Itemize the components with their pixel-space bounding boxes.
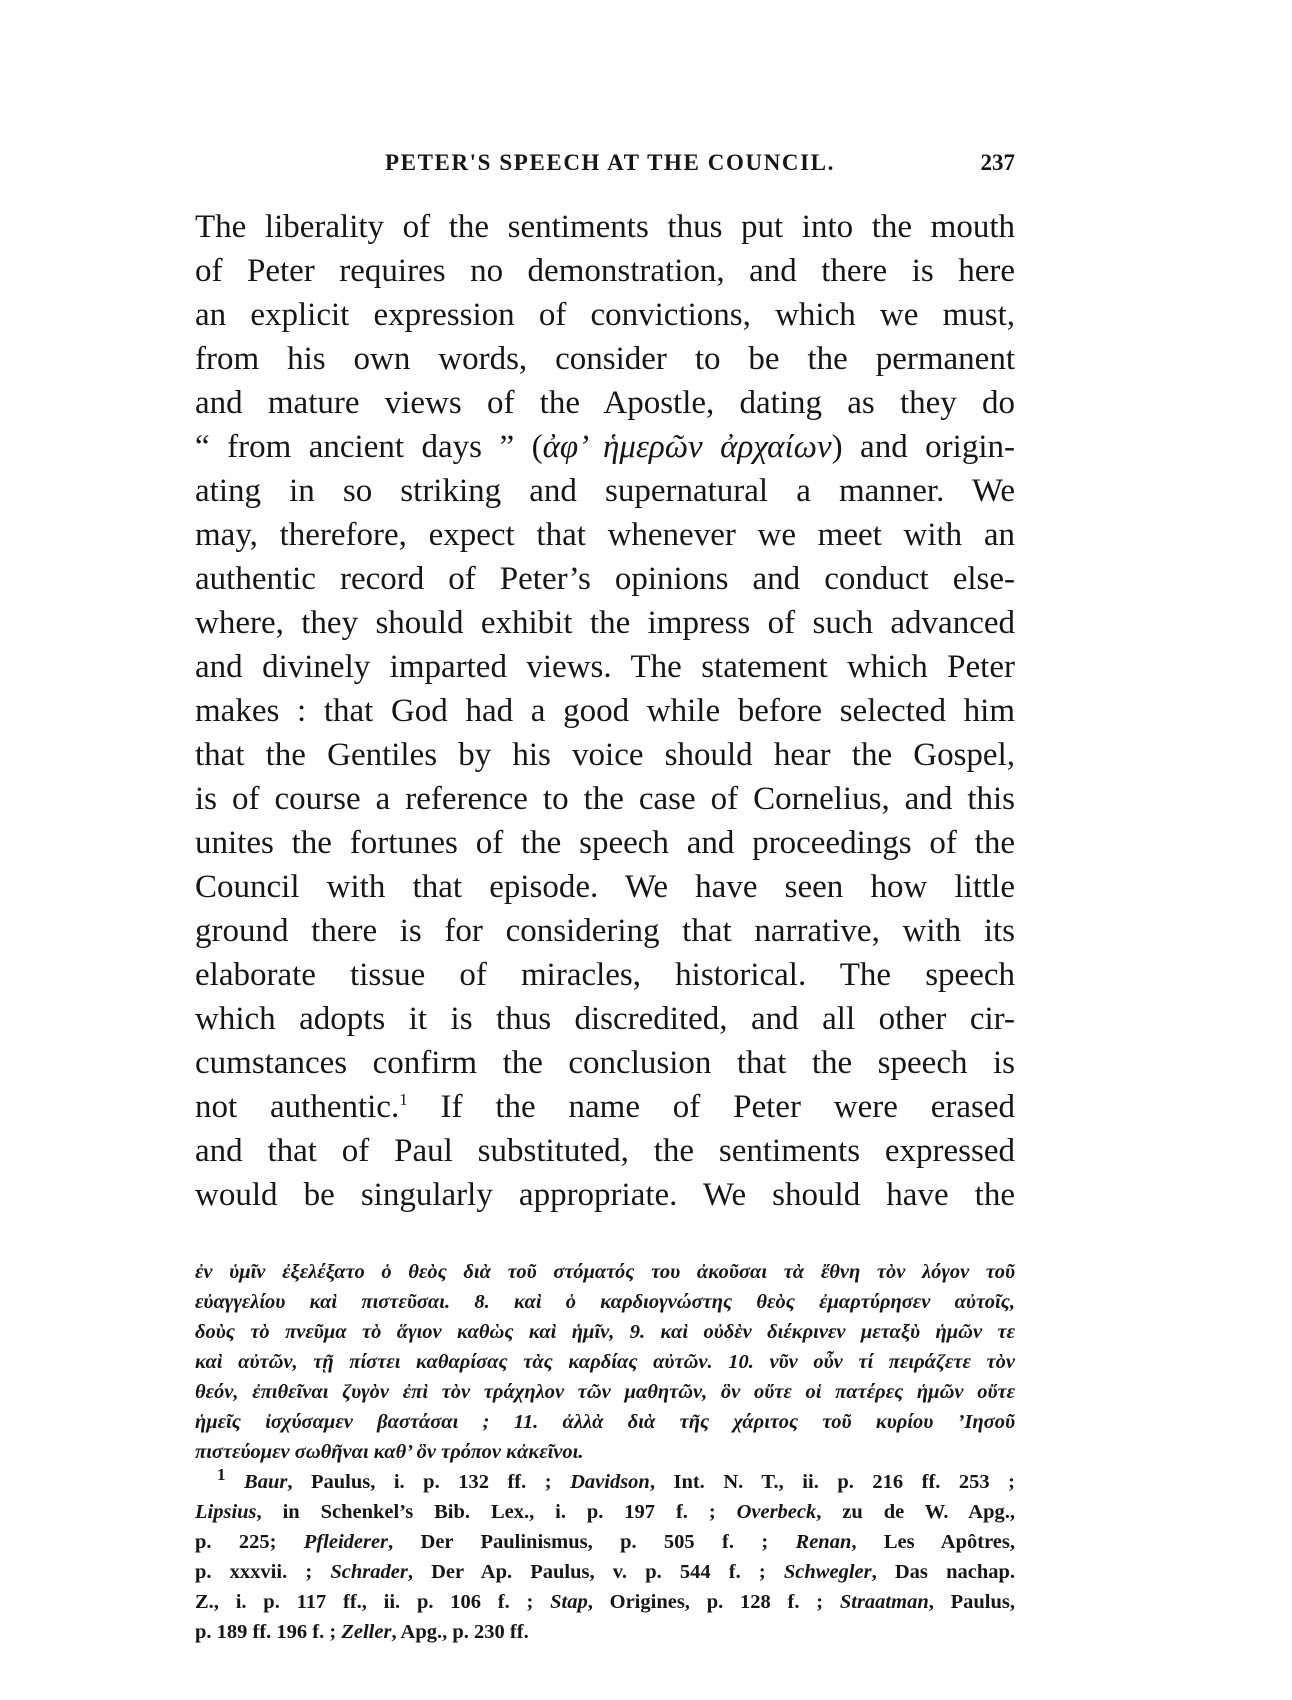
citation-text: , Paulus, i. p. 132 ff. ;	[287, 1471, 571, 1493]
text-line: authentic record of Peter’s opinions and conduct else-	[195, 561, 1015, 597]
citation-text: p. 189 ff. 196 f. ;	[195, 1621, 342, 1643]
text-segment: ) and origin-	[831, 429, 1015, 465]
author-name: Overbeck	[736, 1501, 817, 1523]
citation-text: , Apg., p. 230 ff.	[391, 1621, 529, 1643]
citation-text: p. xxxvii. ;	[195, 1561, 331, 1583]
citation-text: , zu de W. Apg.,	[816, 1501, 1015, 1523]
reference-footnote-line	[195, 1497, 1015, 1527]
greek-quotation: ἀφ’ ἡμερῶν ἀρχαίων	[542, 429, 832, 465]
text-line: and divinely imparted views. The statement which Peter	[195, 649, 1015, 685]
text-line	[195, 1085, 1015, 1129]
author-name: Davidson	[570, 1471, 650, 1493]
citation-text: , Der Paulinismus, p. 505 f. ;	[388, 1531, 796, 1553]
citation-text: p. 225;	[195, 1531, 304, 1553]
greek-footnote	[195, 1257, 1015, 1467]
text-line: may, therefore, expect that whenever we meet with an	[195, 517, 1015, 553]
text-line: an explicit expression of convictions, which we must,	[195, 297, 1015, 333]
reference-footnote-line	[195, 1527, 1015, 1557]
text-line: which adopts it is thus discredited, and all other cir-	[195, 1001, 1015, 1037]
running-title: PETER'S SPEECH AT THE COUNCIL.	[385, 150, 835, 175]
greek-footnote-line: εὐαγγελίου καὶ πιστεῦσαι. 8. καὶ ὁ καρδιογνώστης θεὸς ἐμαρτύρησεν αὐτοῖς,	[195, 1291, 1015, 1313]
author-name: Stap	[550, 1591, 588, 1613]
text-line: ground there is for considering that narrative, with its	[195, 913, 1015, 949]
reference-footnote-line	[195, 1467, 1015, 1497]
citation-text: , Les Apôtres,	[851, 1531, 1015, 1553]
text-line: that the Gentiles by his voice should hear the Gospel,	[195, 737, 1015, 773]
text-line: of Peter requires no demonstration, and there is here	[195, 253, 1015, 289]
reference-footnote	[195, 1467, 1015, 1647]
text-segment: If the name of Peter were erased	[407, 1089, 1015, 1125]
footnotes	[195, 1257, 1015, 1647]
page-number: 237	[980, 150, 1015, 175]
author-name: Zeller	[341, 1621, 392, 1643]
text-segment: not authentic.	[195, 1089, 400, 1125]
text-line: The liberality of the sentiments thus put into the mouth	[195, 209, 1015, 245]
text-segment: “ from ancient days ” (	[195, 429, 543, 465]
author-name: Pfleiderer	[303, 1531, 389, 1553]
text-line: from his own words, consider to be the permanent	[195, 341, 1015, 377]
citation-text: Z., i. p. 117 ff., ii. p. 106 f. ;	[195, 1591, 551, 1613]
footnote-marker: 1	[217, 1465, 226, 1485]
text-line: Council with that episode. We have seen how little	[195, 869, 1015, 905]
text-line: elaborate tissue of miracles, historical. The speech	[195, 957, 1015, 993]
author-name: Schwegler	[783, 1561, 872, 1583]
greek-footnote-line: πιστεύομεν σωθῆναι καθ’ ὃν τρόπον κἀκεῖνοι.	[195, 1441, 584, 1463]
reference-footnote-line	[195, 1617, 1015, 1647]
author-name: Renan	[795, 1531, 852, 1553]
main-text	[195, 205, 1015, 1217]
text-line: is of course a reference to the case of Cornelius, and this	[195, 781, 1015, 817]
greek-footnote-line: καὶ αὐτῶν, τῇ πίστει καθαρίσας τὰς καρδίας αὐτῶν. 10. νῦν οὖν τί πειράζετε τὸν	[195, 1351, 1015, 1373]
running-head	[195, 150, 1015, 186]
text-line: would be singularly appropriate. We should have the	[195, 1177, 1015, 1213]
greek-footnote-line: δοὺς τὸ πνεῦμα τὸ ἅγιον καθὼς καὶ ἡμῖν, 9. καὶ οὐδὲν διέκρινεν μεταξὺ ἡμῶν τε	[195, 1321, 1015, 1343]
text-line: and that of Paul substituted, the sentiments expressed	[195, 1133, 1015, 1169]
author-name: Straatman	[839, 1591, 929, 1613]
greek-footnote-line: ἡμεῖς ἰσχύσαμεν βαστάσαι ; 11. ἀλλὰ διὰ τῆς χάριτος τοῦ κυρίου ’Ιησοῦ	[195, 1411, 1015, 1433]
text-line: ating in so striking and supernatural a manner. We	[195, 473, 1015, 509]
author-name: Baur	[244, 1471, 288, 1493]
reference-footnote-line	[195, 1557, 1015, 1587]
citation-text: , in Schenkel’s Bib. Lex., i. p. 197 f. ;	[256, 1501, 737, 1523]
citation-text: , Paulus,	[928, 1591, 1016, 1613]
citation-text: , Origines, p. 128 f. ;	[587, 1591, 840, 1613]
author-name: Lipsius	[195, 1501, 257, 1523]
text-line: where, they should exhibit the impress of such advanced	[195, 605, 1015, 641]
text-line: and mature views of the Apostle, dating as they do	[195, 385, 1015, 421]
text-line: unites the fortunes of the speech and proceedings of the	[195, 825, 1015, 861]
greek-footnote-line: ἐν ὑμῖν ἐξελέξατο ὁ θεὸς διὰ τοῦ στόματός του ἀκοῦσαι τὰ ἔθνη τὸν λόγον τοῦ	[195, 1261, 1015, 1283]
citation-text: , Int. N. T., ii. p. 216 ff. 253 ;	[649, 1471, 1015, 1493]
footnote-marker: 1	[399, 1090, 408, 1109]
citation-text: , Das nachap.	[871, 1561, 1015, 1583]
text-line: makes : that God had a good while before selected him	[195, 693, 1015, 729]
text-line	[195, 425, 1015, 469]
reference-footnote-line	[195, 1587, 1015, 1617]
text-line: cumstances confirm the conclusion that the speech is	[195, 1045, 1015, 1081]
author-name: Schrader	[330, 1561, 408, 1583]
greek-footnote-line: θεόν, ἐπιθεῖναι ζυγὸν ἐπὶ τὸν τράχηλον τῶν μαθητῶν, ὃν οὔτε οἱ πατέρες ἡμῶν οὔτε	[195, 1381, 1015, 1403]
citation-text: , Der Ap. Paulus, v. p. 544 f. ;	[407, 1561, 784, 1583]
